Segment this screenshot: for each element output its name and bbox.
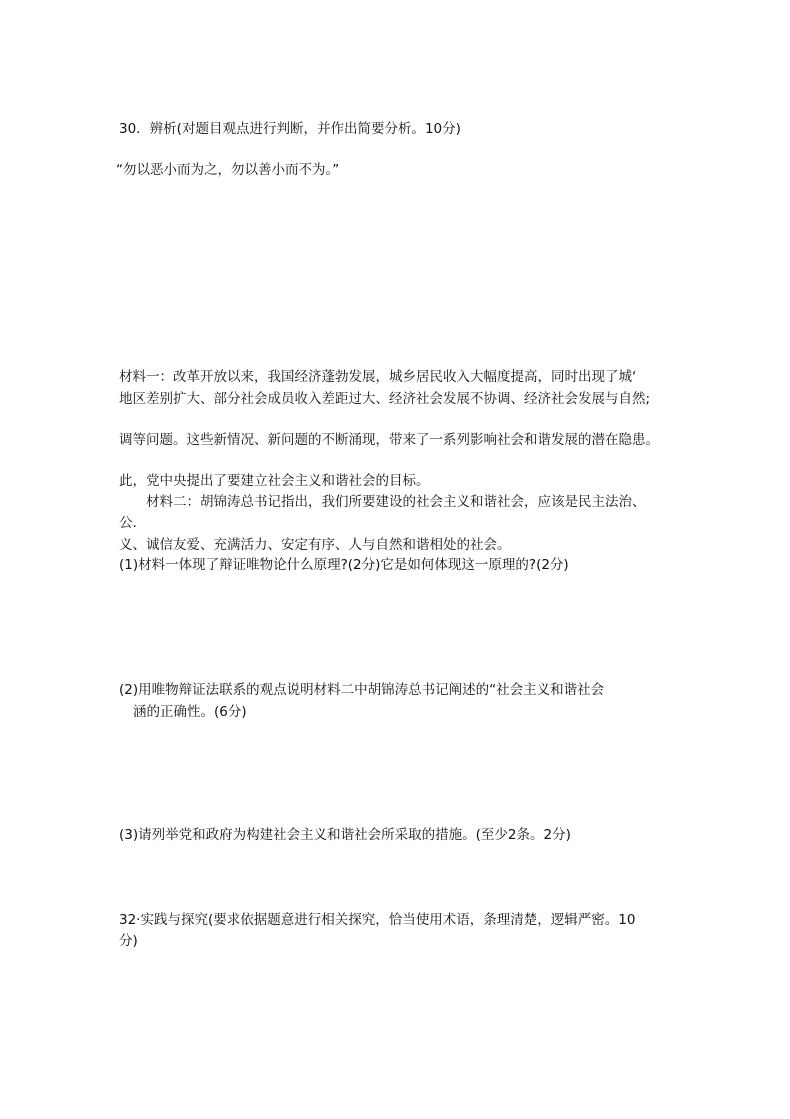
question-32-title-line-2: 分) [119,933,138,949]
material-2-line-2: 公. [119,515,137,531]
material-2-line-1: 材料二：胡锦涛总书记指出，我们所要建设的社会主义和谐社会，应该是民主法治、 [146,494,646,510]
material-2-line-3: 义、诚信友爱、充满活力、安定有序、人与自然和谐相处的社会。 [119,537,511,553]
sub-question-1: (1)材料一体现了辩证唯物论什么原理?(2分)它是如何体现这一原理的?(2分) [119,557,569,573]
sub-question-2-line-2: 涵的正确性。(6分) [133,704,247,720]
sub-question-3: (3)请列举党和政府为构建社会主义和谐社会所采取的措施。(至少2条。2分) [119,827,571,843]
question-30-quote: “勿以恶小而为之，勿以善小而不为。” [116,162,340,178]
question-32-title-line-1: 32·实践与探究(要求依据题意进行相关探究，恰当使用术语，条理清楚，逻辑严密。10 [119,912,636,928]
material-1-line-3: 调等问题。这些新情况、新问题的不断涌现，带来了一系列影响社会和谐发展的潜在隐患。 [119,432,659,448]
sub-question-2-line-1: (2)用唯物辩证法联系的观点说明材料二中胡锦涛总书记阐述的“社会主义和谐社会 [119,682,605,698]
material-1-line-4: 此，党中央提出了要建立社会主义和谐社会的目标。 [119,473,430,489]
material-1-line-2: 地区差别扩大、部分社会成员收入差距过大、经济社会发展不协调、经济社会发展与自然; [119,391,651,407]
material-1-line-1: 材料一：改革开放以来，我国经济蓬勃发展，城乡居民收入大幅度提高，同时出现了城‘ [119,369,637,385]
question-30-title: 30．辨析(对题目观点进行判断，并作出简要分析。10分) [119,121,461,137]
